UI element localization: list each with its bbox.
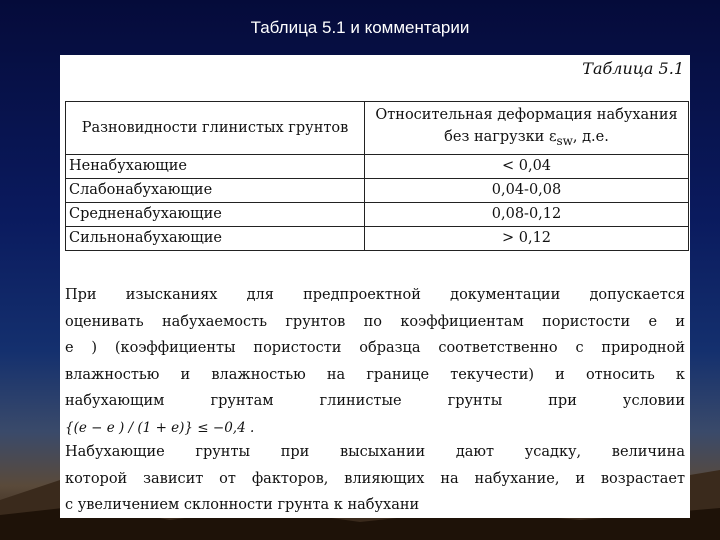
table-row	[66, 226, 689, 250]
paragraph-line: Набухающие грунты при высыхании дают усадку, величина	[65, 444, 685, 460]
paragraph-shrinkage	[65, 439, 685, 518]
cell-value: 0,04-0,08	[365, 178, 689, 202]
cell-type: Ненабухающие	[66, 154, 365, 178]
swelling-table	[65, 101, 689, 251]
table-caption: Таблица 5.1	[582, 59, 684, 78]
header-subscript: sw	[556, 133, 573, 148]
table-row	[66, 154, 689, 178]
table-row	[66, 202, 689, 226]
paragraph-survey	[65, 282, 685, 441]
table-header-row	[66, 102, 689, 155]
paragraph-line: которой зависит от факторов, влияющих на набухание, и возрастает	[65, 470, 685, 487]
paragraph-line: влажностью и влажностью на границе текучести) и относить к	[65, 366, 685, 383]
paragraph-line: При изысканиях для предпроектной документации допускается	[65, 287, 685, 303]
cell-type: Сильнонабухающие	[66, 226, 365, 250]
cell-value: < 0,04	[365, 154, 689, 178]
swelling-formula: {(e − e ) / (1 + e)} ≤ −0,4 .	[65, 419, 255, 436]
paragraph-line: с увеличением склонности грунта к набухани	[65, 497, 420, 513]
paragraph-line: оценивать набухаемость грунтов по коэффициентам пористости e и	[65, 313, 685, 330]
slide-title: Таблица 5.1 и комментарии	[250, 18, 470, 37]
cell-value: > 0,12	[365, 226, 689, 250]
document-page	[60, 55, 690, 518]
cell-type: Средненабухающие	[66, 202, 365, 226]
header-deformation: Относительная деформация набухания без нагрузки $\varepsilon_{sw}$, д.е.	[365, 102, 689, 155]
table-row	[66, 178, 689, 202]
paragraph-line: e ) (коэффициенты пористости образца соответственно с природной	[65, 340, 685, 356]
cell-value: 0,08-0,12	[365, 202, 689, 226]
cell-type: Слабонабухающие	[66, 178, 365, 202]
paragraph-line: набухающим грунтам глинистые грунты при условии	[65, 393, 685, 409]
header-soil-type: Разновидности глинистых грунтов	[66, 102, 365, 155]
